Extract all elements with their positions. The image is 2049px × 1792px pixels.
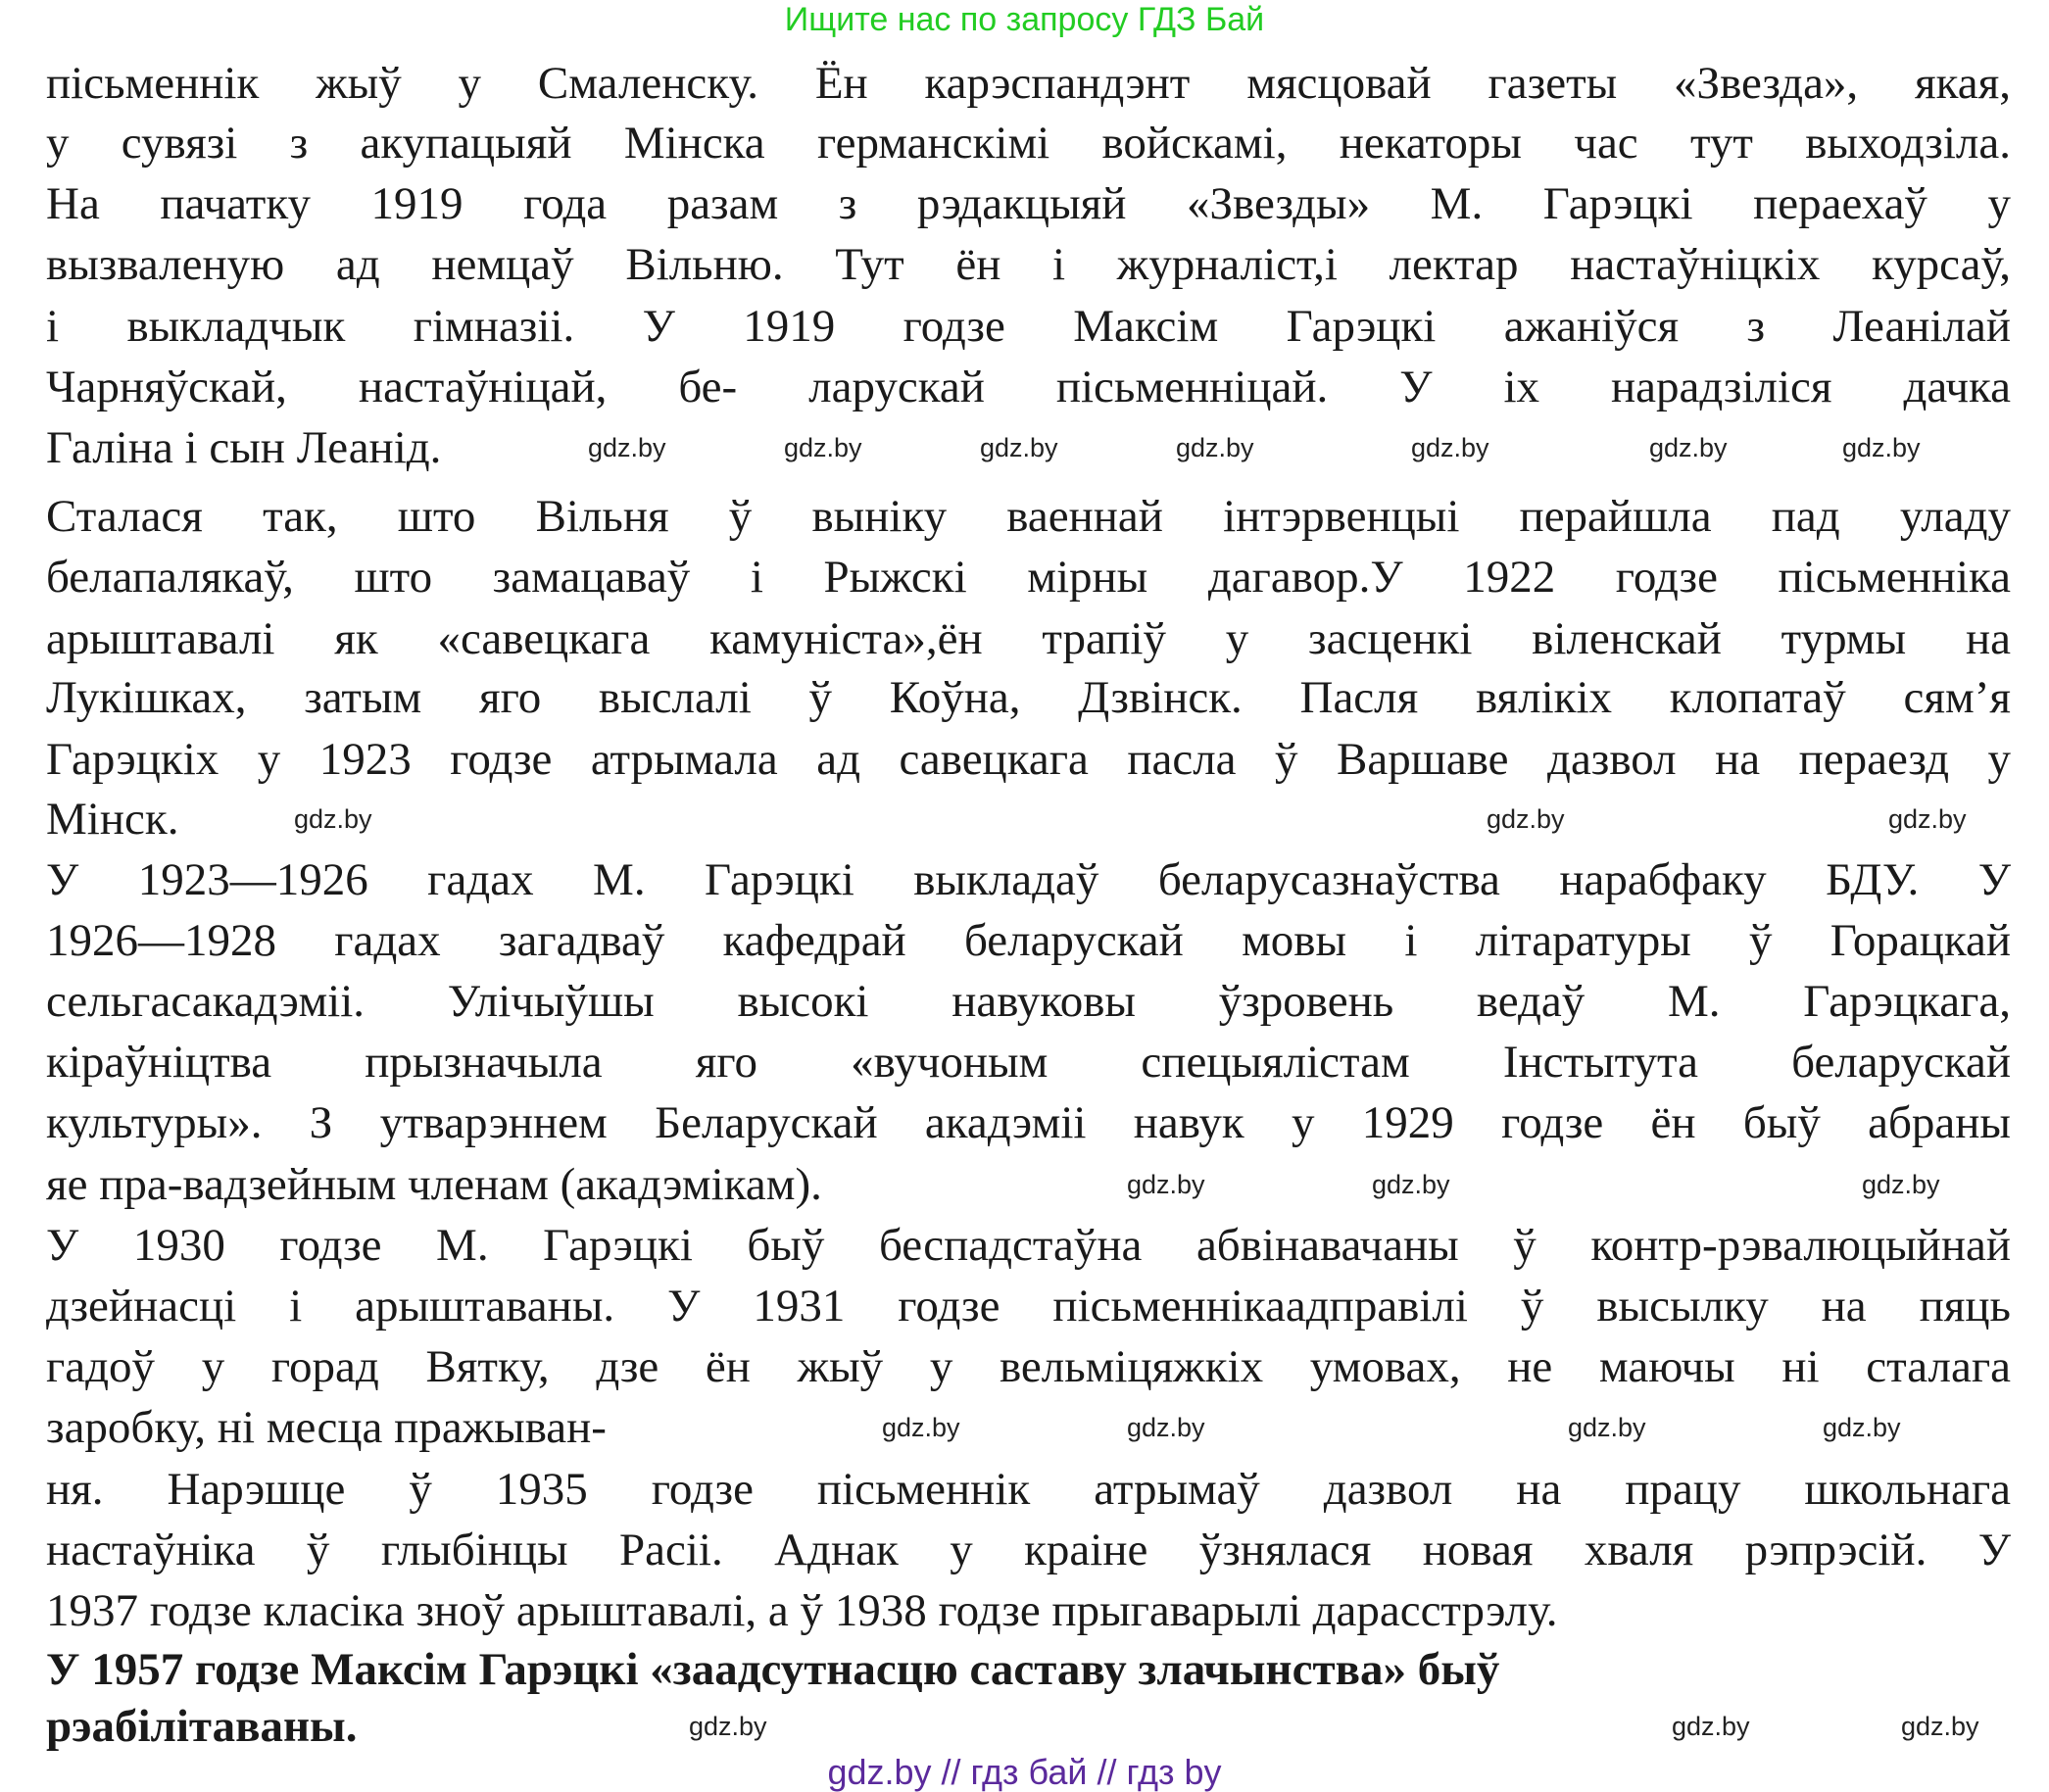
text-line: вызваленую ад немцаў Вільню. Тут ён і журналіст,і лектар настаўніцкіх курсаў, (46, 239, 2011, 290)
text-line: Мінск. (46, 794, 179, 845)
text-line: яе пра-вадзейным членам (акадэмікам). (46, 1159, 822, 1210)
text-line: ня. Нарэшце ў 1935 годзе пісьменнік атрымаў дазвол на працу школьнага (46, 1464, 2011, 1515)
text-line: настаўніка ў глыбінцы Расіі. Аднак у краіне ўзнялася новая хваля рэпрэсій. У (46, 1525, 2011, 1575)
text-line: У 1930 годзе М. Гарэцкі быў беспадстаўна абвінавачаны ў контр-рэвалюцыйнай (46, 1220, 2011, 1271)
text-line: культуры». З утварэннем Беларускай акадэміі навук у 1929 годзе ён быў абраны (46, 1097, 2011, 1148)
text-line: рэабілітаваны. (46, 1701, 358, 1752)
text-line: Гарэцкіх у 1923 годзе атрымала ад савецкага пасла ў Варшаве дазвол на пераезд у (46, 734, 2011, 785)
watermark: gdz.by (294, 804, 372, 834)
watermark: gdz.by (1568, 1413, 1646, 1442)
text-line: Сталася так, што Вільня ў выніку ваеннай інтэрвенцыі перайшла пад уладу (46, 491, 2011, 542)
text-line: 1937 годзе класіка зноў арыштавалі, а ў 1938 годзе прыгаварылі дарасстрэлу. (46, 1585, 1558, 1636)
text-line: У 1923—1926 гадах М. Гарэцкі выкладаў беларусазнаўства нарабфаку БДУ. У (46, 854, 2011, 905)
watermark: gdz.by (1649, 433, 1728, 462)
watermark: gdz.by (1372, 1170, 1450, 1199)
text-line: кіраўніцтва прызначыла яго «вучоным спецыялістам Інстытута беларускай (46, 1037, 2011, 1088)
text-line: белапалякаў, што замацаваў і Рыжскі мірны дагавор.У 1922 годзе пісьменніка (46, 552, 2011, 603)
watermark: gdz.by (588, 433, 666, 462)
text-line: 1926—1928 гадах загадваў кафедрай беларускай мовы і літаратуры ў Горацкай (46, 915, 2011, 966)
text-line: заробку, ні месца пражыван- (46, 1402, 607, 1453)
watermark: gdz.by (1672, 1712, 1750, 1741)
text-line: Чарняўскай, настаўніцай, бе- ларускай пісьменніцай. У іх нарадзіліся дачка (46, 362, 2011, 412)
text-line: У 1957 годзе Максім Гарэцкі «заадсутнасцю саставу злачынства» быў (46, 1644, 1500, 1695)
search-banner: Ищите нас по запросу ГДЗ Бай (784, 1, 1265, 38)
watermark: gdz.by (1823, 1413, 1901, 1442)
watermark: gdz.by (689, 1712, 767, 1741)
text-line: і выкладчык гімназіі. У 1919 годзе Максім Гарэцкі ажаніўся з Леанілай (46, 301, 2011, 352)
text-line: пісьменнік жыў у Смаленску. Ён карэспандэнт мясцовай газеты «Звезда», якая, (46, 58, 2011, 109)
text-line: арыштавалі як «савецкага камуніста»,ён трапіў у засценкі віленскай турмы на (46, 613, 2011, 664)
watermark: gdz.by (1176, 433, 1254, 462)
watermark: gdz.by (1901, 1712, 1979, 1741)
text-line: у сувязі з акупацыяй Мінска германскімі войскамі, некаторы час тут выходзіла. (46, 118, 2011, 169)
watermark: gdz.by (1842, 433, 1921, 462)
text-line: Галіна і сын Леанід. (46, 422, 442, 473)
watermark: gdz.by (1127, 1413, 1205, 1442)
watermark: gdz.by (1411, 433, 1489, 462)
watermark: gdz.by (882, 1413, 960, 1442)
text-line: гадоў у горад Вятку, дзе ён жыў у вельміцяжкіх умовах, не маючы ні сталага (46, 1341, 2011, 1392)
text-line: дзейнасці і арыштаваны. У 1931 годзе пісьменнікаадправілі ў высылку на пяць (46, 1281, 2011, 1332)
watermark: gdz.by (1487, 804, 1565, 834)
footer-links[interactable]: gdz.by // гдз бай // гдз by (827, 1752, 1222, 1792)
text-line: сельгасакадэміі. Улічыўшы высокі навуковы ўзровень ведаў М. Гарэцкага, (46, 976, 2011, 1027)
text-line: На пачатку 1919 года разам з рэдакцыяй «Звезды» М. Гарэцкі пераехаў у (46, 178, 2011, 229)
text-line: Лукішках, затым яго выслалі ў Коўна, Дзвінск. Пасля вялікіх клопатаў сям’я (46, 672, 2011, 723)
watermark: gdz.by (1862, 1170, 1940, 1199)
watermark: gdz.by (784, 433, 862, 462)
watermark: gdz.by (980, 433, 1058, 462)
watermark: gdz.by (1888, 804, 1967, 834)
watermark: gdz.by (1127, 1170, 1205, 1199)
